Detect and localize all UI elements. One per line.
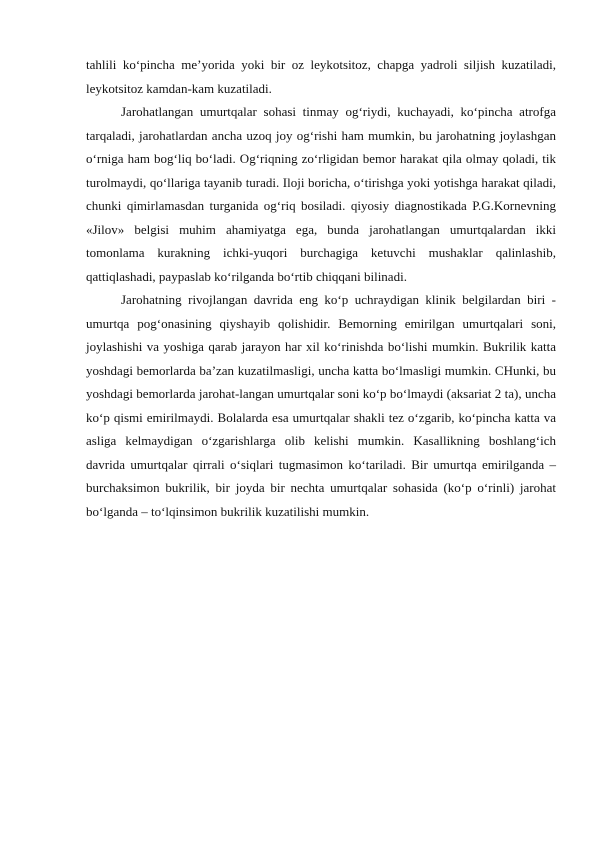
document-page: [86, 53, 556, 523]
paragraph-2: Jarohatlangan umurtqalar sohasi tinmay og‘riydi, kuchayadi, ko‘pincha atrofga tarqaladi, jarohatlardan ancha uzoq joy og‘rishi ham mumkin, bu jarohatning joylashgan o‘rniga ham bog‘liq bo‘ladi. Og‘riqning zo‘rligidan bemor harakat qila olmay qoladi, tik turolmaydi, qo‘llariga tayanib turadi. Iloji boricha, o‘tirishga yoki yotishga harakat qiladi, chunki qimirlamasdan turganida og‘riq bosiladi. qiyosiy diagnostikada P.G.Kornevning «Jilov» belgisi muhim ahamiyatga ega, bunda jarohatlangan umurtqalardan ikki tomonlama kurakning ichki-yuqori burchagiga ketuvchi mushaklar qalinlashib, qattiqlashadi, paypaslab ko‘rilganda bo‘rtib chiqqani bilinadi.: [86, 104, 556, 284]
paragraph-3: Jarohatning rivojlangan davrida eng ko‘p uchraydigan klinik belgilardan biri - umurtqa pog‘onasining qiyshayib qolishidir. Bemorning emirilgan umurtqalari soni, joylashishi va yoshiga qarab jarayon har xil ko‘rinishda bo‘lishi mumkin. Bukrilik katta yoshdagi bemorlarda ba’zan kuzatilmasligi, uncha katta bo‘lmasligi mumkin. CHunki, bu yoshdagi bemorlarda jarohat-langan umurtqalar soni ko‘p bo‘lmaydi (aksariat 2 ta), uncha ko‘p qismi emirilmaydi. Bolalarda esa umurtqalar shakli tez o‘zgarib, ko‘pincha katta va asliga kelmaydigan o‘zgarishlarga olib kelishi mumkin. Kasallikning boshlang‘ich davrida umurtqalar qirrali o‘siqlari tugmasimon ko‘tariladi. Bir umurtqa emirilganda – burchaksimon bukrilik, bir joyda bir nechta umurtqalar sohasida (ko‘p o‘rinli) jarohat bo‘lganda – to‘lqinsimon bukrilik kuzatilishi mumkin.: [86, 292, 556, 519]
paragraph-1: tahlili ko‘pincha me’yorida yoki bir oz leykotsitoz, chapga yadroli siljish kuzatiladi, leykotsitoz kamdan-kam kuzatiladi.: [86, 57, 556, 96]
